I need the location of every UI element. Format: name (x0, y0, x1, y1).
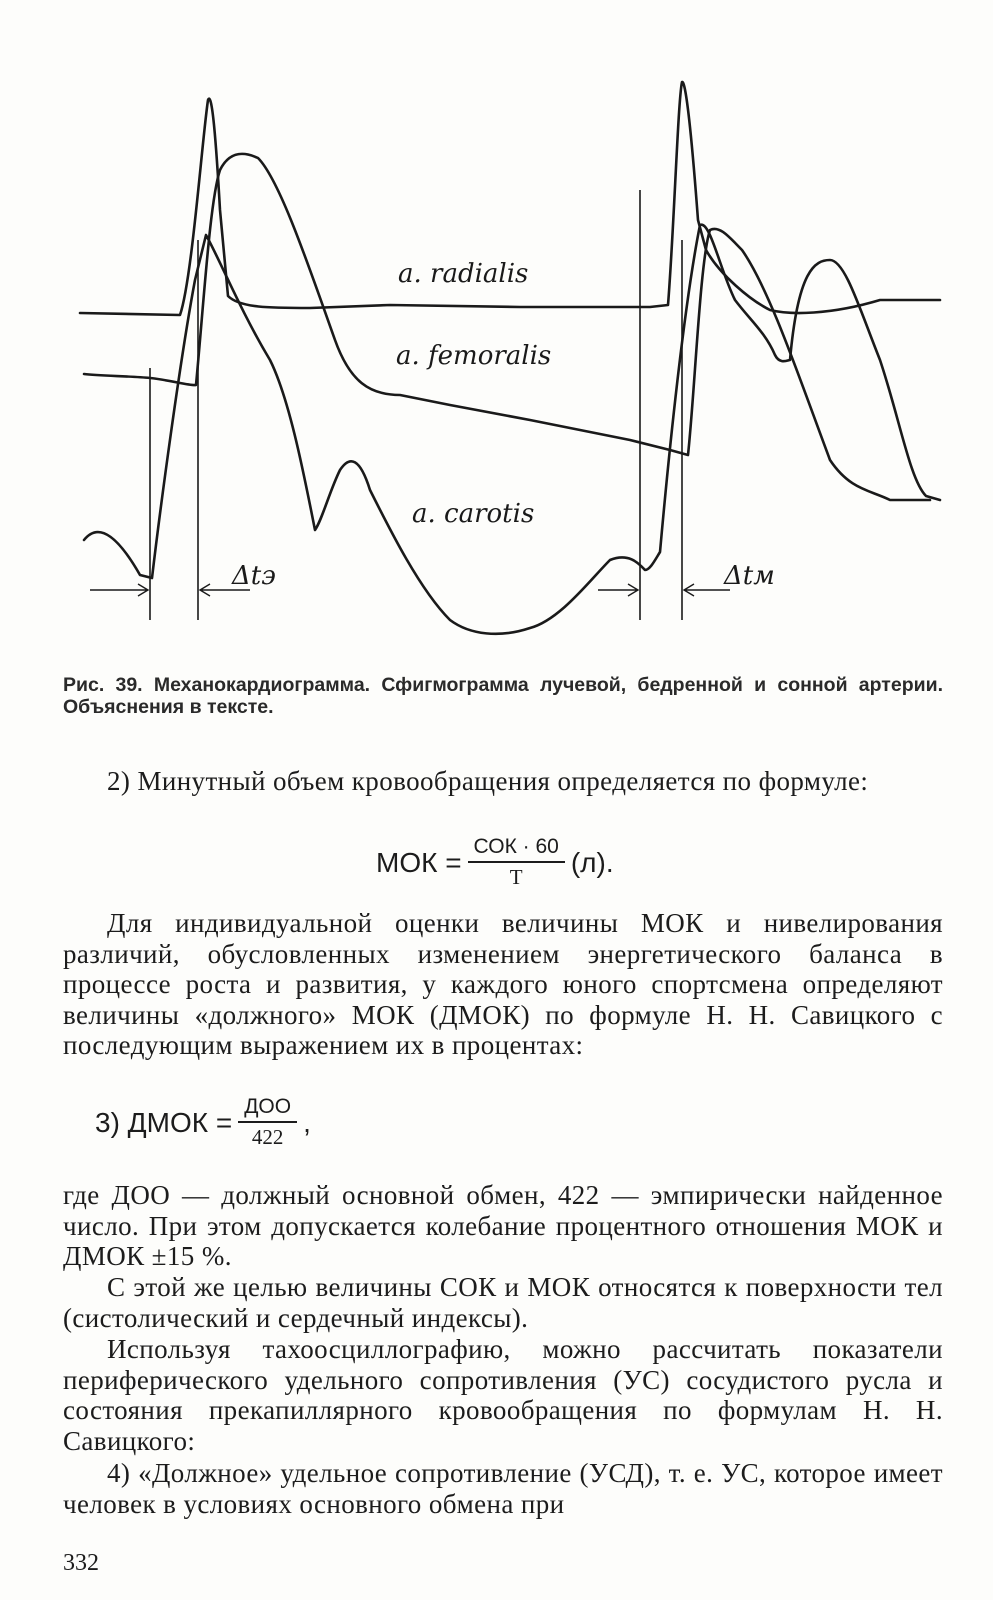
formula-mok-denominator: Т (509, 865, 523, 889)
paragraph-body-surface: С этой же целью величины СОК и МОК относятся к поверхности тел (систолический и сердечный индексы). (63, 1272, 943, 1333)
formula-dmok (95, 1095, 311, 1150)
carotis-label: a. carotis (412, 499, 535, 529)
paragraph-tachooscillography: Используя тахоосциллографию, можно рассчитать показатели периферического удельного сопротивления (УС) сосудистого русла и состояния прекапиллярного кровообращения по формулам Н. Н. Савицкого: (63, 1334, 943, 1456)
arrow-right-icon (90, 584, 148, 596)
sphygmogram-figure (70, 60, 950, 660)
arrow-right-icon (598, 584, 638, 596)
formula-dmok-denominator: 422 (251, 1125, 284, 1149)
radialis-label: a. radialis (398, 259, 529, 289)
femoralis-label: a. femoralis (396, 341, 552, 371)
formula-dmok-tail: , (303, 1106, 311, 1138)
paragraph-doo-explanation: где ДОО — должный основной обмен, 422 — эмпирически найденное число. При этом допускается колебание процентного отношения МОК и ДМОК ±15 %. (63, 1180, 943, 1271)
femoralis-curve (84, 154, 930, 500)
delta-t-m-label: Δtм (724, 561, 775, 591)
paragraph-resistance: 4) «Должное» удельное сопротивление (УСД), т. е. УС, которое имеет человек в условиях основного обмена при (63, 1458, 943, 1519)
formula-dmok-fraction (238, 1095, 297, 1150)
sphygmogram-svg (70, 60, 950, 660)
formula-mok-fraction (468, 835, 565, 890)
formula-mok-unit: (л). (570, 846, 614, 878)
page-number: 332 (63, 1550, 99, 1576)
paragraph-minute-volume: 2) Минутный объем кровообращения определяется по формуле: (107, 766, 869, 796)
formula-dmok-left: 3) ДМОК = (95, 1106, 233, 1138)
formula-mok (376, 835, 614, 890)
paragraph-individual-estimate: Для индивидуальной оценки величины МОК и нивелирования различий, обусловленных изменением энергетического баланса в процессе роста и развития, у каждого юного спортсмена определяют величины «должного» МОК (ДМОК) по формуле Н. Н. Савицкого с последующим выражением их в процентах: (63, 908, 943, 1060)
formula-dmok-numerator: ДОО (238, 1095, 297, 1123)
formula-mok-numerator: СОК · 60 (468, 835, 565, 863)
figure-caption: Рис. 39. Механокардиограмма. Сфигмограмма лучевой, бедренной и сонной артерии. Объяснения в тексте. (63, 674, 943, 718)
formula-mok-left: МОК = (376, 846, 462, 878)
delta-t-e-label: Δtэ (232, 561, 276, 591)
